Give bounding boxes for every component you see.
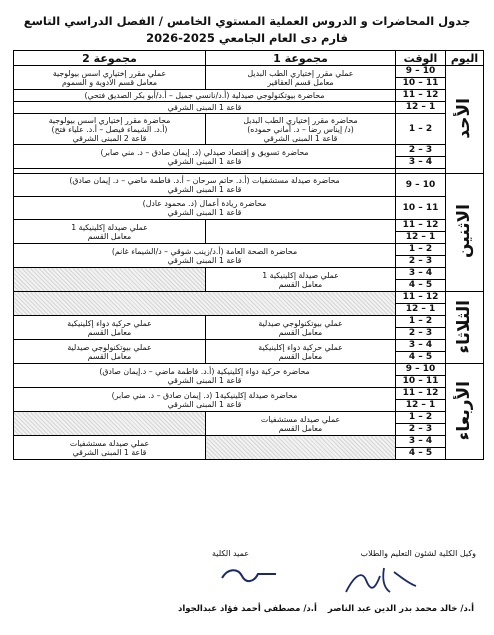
- vice-dean-role: وكيل الكلية لشئون التعليم والطلاب: [360, 549, 476, 558]
- dean-role: عميد الكلية: [212, 549, 249, 558]
- day-tuesday: [446, 292, 484, 364]
- cell-text: قاعة 1 المبنى الشرقي: [167, 103, 242, 112]
- cell-text: معامل القسم: [87, 351, 132, 361]
- cell-text: عملي حركية دواء إكلينيكية: [67, 318, 152, 328]
- time-cell: 1 – 2: [396, 244, 446, 256]
- cell-text: قاعة 1 المبنى الشرقي: [263, 133, 338, 143]
- table-row: [14, 102, 484, 114]
- cell-text: معامل القسم: [278, 327, 323, 337]
- cell-text: (د/ إيناس رضا – د. أماني حموده): [247, 124, 354, 134]
- header-time: الوقت: [396, 51, 446, 66]
- table-row: [14, 174, 484, 197]
- cell-text: قاعة 2 المبنى الشرقي: [72, 133, 147, 143]
- cell-text: عملي صيدلة إكلينيكية 1: [71, 222, 148, 232]
- table-row: [14, 412, 484, 424]
- time-cell: 11 – 12: [396, 220, 446, 232]
- mon-lecture-public-health: [14, 244, 396, 268]
- time-cell: 1 – 2: [396, 114, 446, 145]
- time-cell: 10 – 11: [396, 78, 446, 90]
- day-wednesday: [446, 364, 484, 460]
- cell-text: عملي صيدلة مستشفيات: [260, 414, 341, 424]
- table-row: [14, 197, 484, 220]
- cell-text: محاضرة تسويق و إقتصاد صيدلي (د. إيمان صادق – د. مني صابر): [100, 147, 309, 157]
- vice-dean-name: أ.د/ خالد محمد بدر الدين عبد الناصر: [327, 604, 474, 614]
- time-cell: 2 – 3: [396, 328, 446, 340]
- time-cell: 4 – 5: [396, 280, 446, 292]
- cell-text: عملي حركية دواء إكلينيكية: [258, 342, 343, 352]
- wed-lecture-clinical: [14, 388, 396, 412]
- table-header-row: [14, 51, 484, 66]
- time-cell: 3 – 4: [396, 436, 446, 448]
- cell-text: معامل القسم: [87, 231, 132, 241]
- time-cell: 1 – 2: [396, 412, 446, 424]
- header-day: اليوم: [446, 51, 484, 66]
- cell-text: محاضرة صيدلة مستشفيات (أ.د. حاتم سرحان – أ.د. فاطمة ماضي – د. إيمان صادق): [69, 176, 340, 185]
- mon-g1-clinical: [206, 268, 396, 292]
- wed-g2-hospital: [14, 436, 206, 460]
- cell-text: معامل القسم: [278, 423, 323, 433]
- table-row: [14, 90, 484, 102]
- cell-text: قاعة 1 المبنى الشرقي: [167, 255, 242, 265]
- day-label: الثلاثاء: [454, 299, 474, 354]
- mon-g2-clinical: [14, 220, 206, 244]
- table-row: [14, 268, 484, 280]
- time-cell: 10 – 11: [396, 197, 446, 220]
- sun-g1-practical: [206, 66, 396, 90]
- cell-text: محاضرة صيدلة إكلينيكية1 (د. إيمان صادق – د. مني صابر): [111, 390, 298, 400]
- schedule-title: جدول المحاضرات و الدروس العملية المستوي الخامس / الفصل الدراسي التاسع: [23, 14, 471, 28]
- wed-g1-hospital: [206, 412, 396, 436]
- cell-text: قاعة 1 المبنى الشرقي: [167, 156, 242, 166]
- wed-g1-blank: [206, 436, 396, 460]
- header-group-2: مجموعة 2: [14, 51, 206, 66]
- cell-text: قاعة 1 المبنى الشرقي: [167, 185, 242, 194]
- cell-text: معامل قسم الأدوية و السموم: [61, 77, 157, 87]
- table-row: [14, 244, 484, 256]
- time-cell: 2 – 3: [396, 256, 446, 268]
- cell-text: قاعة 1 المبنى الشرقي: [167, 399, 242, 409]
- cell-text: محاضرة الصحة العامة (أ.د/زينب شوقي – د/الشيماء غانم): [111, 246, 298, 256]
- time-cell: 4 – 5: [396, 352, 446, 364]
- schedule-subtitle: فارم دى العام الجامعي 2025-2026: [146, 31, 348, 45]
- sun-g2-lecture: [14, 114, 206, 145]
- cell-text: (أ.د. الشيماء فيصل – أ.د. علياء فتح): [51, 124, 168, 134]
- day-sunday: [446, 66, 484, 174]
- time-cell: 2 – 3: [396, 145, 446, 157]
- cell-text: عملي صيدلة إكلينيكية 1: [262, 270, 339, 280]
- time-cell: 12 – 1: [396, 400, 446, 412]
- time-cell: 11 – 12: [396, 388, 446, 400]
- time-cell: 11 – 12: [396, 90, 446, 102]
- cell-text: محاضرة بيوتكنولوجي صيدلية (أ.د/نانسي جميل – أ.د/أبو بكر الصديق فتحي): [84, 91, 325, 100]
- sun-lecture-marketing: [14, 145, 396, 169]
- table-row: [14, 114, 484, 145]
- table-row: [14, 340, 484, 352]
- time-cell: 11 – 12: [396, 292, 446, 304]
- time-cell: 2 – 3: [396, 424, 446, 436]
- cell-text: عملي مقرر إختياري الطب البديل: [247, 68, 354, 78]
- cell-text: محاضرة حركية دواء إكلينيكية (أ.د. فاطمة ماضي – د.إيمان صادق): [99, 366, 310, 376]
- time-cell: 9 – 10: [396, 174, 446, 197]
- cell-text: قاعة 1 المبنى الشرقي: [167, 375, 242, 385]
- table-row: [14, 292, 484, 304]
- mon-lecture-hospital: [14, 174, 396, 197]
- sun-lecture-biotech: [14, 90, 396, 102]
- time-cell: 9 – 10: [396, 66, 446, 78]
- tue-blank: [14, 292, 396, 316]
- cell-text: معامل القسم: [87, 327, 132, 337]
- cell-text: محاضرة مقرر إختياري اسس بيولوجية: [48, 115, 171, 125]
- time-cell: 9 – 10: [396, 364, 446, 376]
- time-cell: 12 – 1: [396, 304, 446, 316]
- time-cell: 4 – 5: [396, 448, 446, 460]
- dean-signature: [218, 562, 280, 590]
- sun-lecture-hall: [14, 102, 396, 114]
- table-row: [14, 364, 484, 376]
- table-row: [14, 388, 484, 400]
- wed-g2-blank: [14, 412, 206, 436]
- time-cell: 10 – 11: [396, 376, 446, 388]
- cell-text: عملي بيوتكنولوجي صيدلية: [67, 342, 152, 352]
- table-row: [14, 66, 484, 78]
- time-cell: 12 – 1: [396, 232, 446, 244]
- table-row: [14, 316, 484, 328]
- time-cell: 3 – 4: [396, 268, 446, 280]
- time-cell: 3 – 4: [396, 157, 446, 169]
- cell-text: معامل قسم العقاقير: [267, 77, 334, 87]
- cell-text: قاعة 1 المبنى الشرقي: [167, 208, 242, 217]
- cell-text: قاعة 1 المبنى الشرقي: [72, 447, 147, 457]
- day-label: الاثنين: [454, 204, 474, 259]
- tue-g1-pharmacokinetics: [206, 340, 396, 364]
- tue-g2-biotech: [14, 340, 206, 364]
- mon-g1-empty: [206, 220, 396, 244]
- day-monday: [446, 174, 484, 292]
- day-label: الأحد: [454, 98, 474, 139]
- mon-g2-blank: [14, 268, 206, 292]
- tue-g2-pharmacokinetics: [14, 316, 206, 340]
- time-cell: 3 – 4: [396, 340, 446, 352]
- day-label: الأربعاء: [454, 380, 474, 441]
- cell-text: محاضرة ريادة أعمال (د. محمود عادل): [142, 199, 267, 208]
- wed-lecture-pharmacokinetics: [14, 364, 396, 388]
- sun-g2-practical: [14, 66, 206, 90]
- table-row: [14, 145, 484, 157]
- dean-name: أ.د/ مصطفى أحمد فؤاد عبدالجواد: [178, 604, 317, 614]
- vice-dean-signature: [340, 562, 420, 598]
- time-cell: 1 – 2: [396, 316, 446, 328]
- header-group-1: مجموعة 1: [206, 51, 396, 66]
- tue-g1-biotech: [206, 316, 396, 340]
- table-row: [14, 220, 484, 232]
- cell-text: محاضرة مقرر إختياري الطب البديل: [243, 115, 358, 125]
- time-cell: 12 – 1: [396, 102, 446, 114]
- schedule-table: [13, 50, 484, 460]
- sun-g1-lecture: [206, 114, 396, 145]
- cell-text: معامل القسم: [278, 351, 323, 361]
- table-row: [14, 436, 484, 448]
- cell-text: عملي صيدلة مستشفيات: [69, 438, 150, 448]
- cell-text: عملي بيوتكنولوجي صيدلية: [258, 318, 343, 328]
- cell-text: معامل القسم: [278, 279, 323, 289]
- cell-text: عملي مقرر إختياري اسس بيولوجية: [52, 68, 167, 78]
- mon-lecture-entrepreneurship: [14, 197, 396, 220]
